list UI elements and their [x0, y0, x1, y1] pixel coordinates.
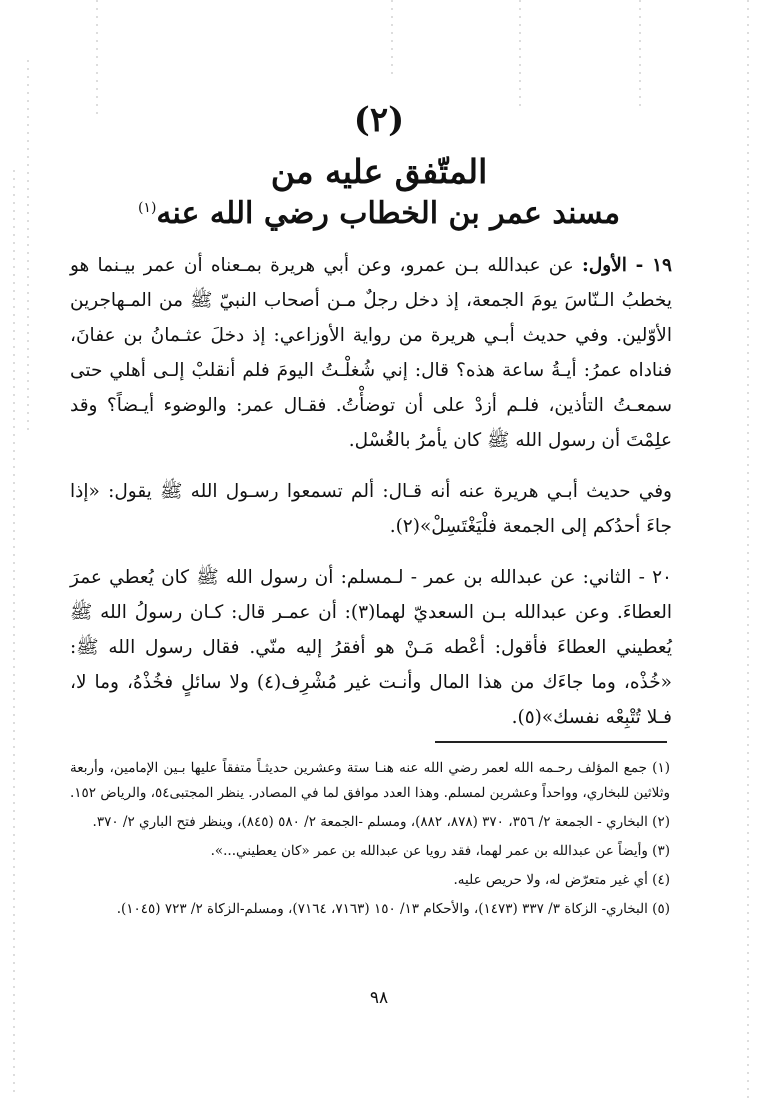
hadith-19	[70, 248, 672, 458]
footnote-4: (٤) أي غير متعرّض له، ولا حريص عليه.	[453, 872, 670, 888]
hadith-19-text: عن عبدالله بـن عمرو، وعن أبي هريرة بمـعناه أن عمر بيـنما هو يخطبُ الـنّاسَ يومَ الجمعة، إذ دخل رجلٌ مـن أصحاب النبيّ ﷺ من المـهاجرين الأوّلين. وفي حديث أبـي هريرة من رواية الأوزاعي: إذ دخلَ عثـمانُ بن عفانَ، فناداه عمرُ: أيـةُ ساعة هذه؟ قال: إني شُغلْـتُ اليومَ فلم أنقلبْ إلـى أهلي حتى سمعـتُ التأذين، فلـم أزدْ على أن توضأْتُ. فقـال عمر: والوضوء أيـضاً؟ وقد علِمْتَ أن رسول الله ﷺ كان يأمرُ بالغُسْل.	[70, 255, 672, 451]
footnote-2: (٢) البخاري - الجمعة ٢/ ٣٥٦، ٣٧٠ (٨٧٨، ٨٨٢)، ومسلم -الجمعة ٢/ ٥٨٠ (٨٤٥)، وينظر فتح الباري ٢/ ٣٧٠.	[92, 814, 670, 830]
footnote-1: (١) جمع المؤلف رحـمه الله لعمر رضي الله عنه هنـا ستة وعشرين حديثـاً متفقاً عليها بـين الإمامين، وأربعة وثلاثين للبخاري، وواحداً وعشرين لمسلم. وهذا العدد موافق لما في المصادر. ينظر المجتبى٥٤، والرياض ١٥٢.	[70, 760, 670, 801]
footnotes	[70, 756, 670, 926]
footnote-3: (٣) وأيضاً عن عبدالله بن عمر لهما، فقد رويا عن عبدالله بن عمر «كان يعطيني...».	[210, 843, 670, 859]
hadith-19-label: ١٩ - الأول:	[582, 255, 672, 276]
footnote-5: (٥) البخاري- الزكاة ٣/ ٣٣٧ (١٤٧٣)، والأحكام ١٣/ ١٥٠ (٧١٦٣، ٧١٦٤)، ومسلم-الزكاة ٢/ ٧٢٣ (١٠٤٥).	[116, 901, 670, 917]
footnote-divider	[435, 741, 667, 743]
subtitle-text: مسند عمر بن الخطاب رضي الله عنه	[156, 196, 621, 231]
hadith-19-paragraph-2: وفي حديث أبـي هريرة عنه أنه قـال: ألم تسمعوا رسـول الله ﷺ يقول: «إذا جاءَ أحدُكم إلى الجمعة فلْيَغْتَسِلْ»(٢).	[70, 481, 672, 537]
main-text	[70, 248, 672, 751]
hadith-20: ٢٠ - الثاني: عن عبدالله بن عمر - لـمسلم: أن رسول الله ﷺ كان يُعطي عمرَ العطاءَ. وعن عبدالله بـن السعديّ لهما(٣): أن عمـر قال: كـان رسولُ الله ﷺ يُعطيني العطاءَ فأقول: أعْطه مَـنْ هو أفقرُ إليه منّي. فقال رسول الله ﷺ: «خُذْه، وما جاءَك من هذا المال وأنـت غير مُشْرِف(٤) ولا سائلٍ فخُذْهُ، وما لا، فـلا تُتْبِعْه نفسك»(٥).	[70, 567, 672, 728]
subtitle-footnote-ref: (١)	[137, 200, 157, 216]
section-subtitle	[0, 196, 758, 231]
hadith-group-number: (٢)	[353, 100, 405, 140]
page-number: ٩٨	[369, 988, 389, 1008]
section-title: المتّفق عليه من	[270, 152, 488, 191]
